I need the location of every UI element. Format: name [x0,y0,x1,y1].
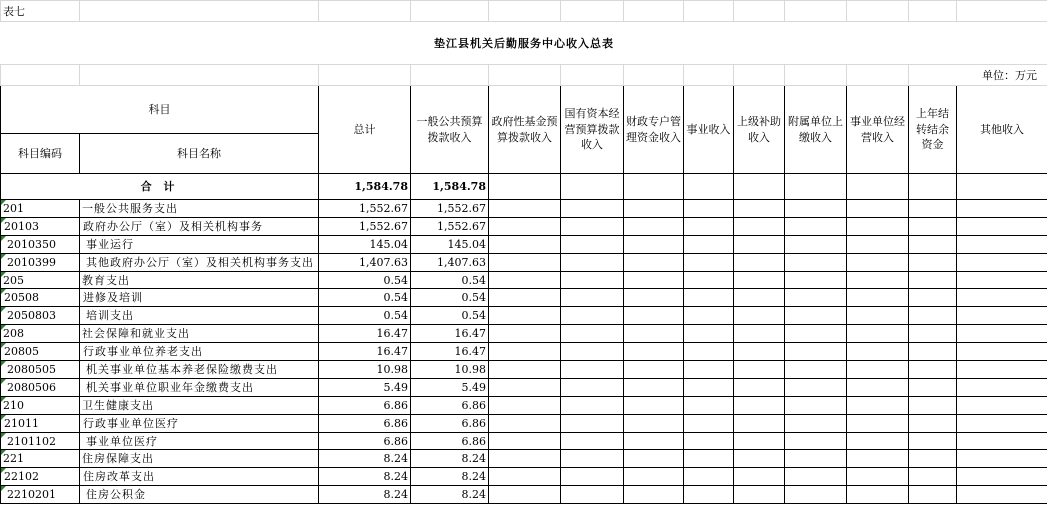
empty-cell [847,200,909,218]
empty-cell [684,414,734,432]
empty-cell [561,378,624,396]
empty-cell [957,432,1047,450]
empty-cell [847,414,909,432]
empty-cell [847,271,909,289]
table-row [1,307,1047,325]
empty-cell [785,253,847,271]
row-general: 10.98 [411,361,489,379]
empty-cell [957,253,1047,271]
empty-cell [489,271,561,289]
empty-cell [785,450,847,468]
header-general-budget: 一般公共预算拨款收入 [411,86,489,174]
empty-cell [909,432,957,450]
empty-cell [847,361,909,379]
row-name: 住房保障支出 [80,450,319,468]
row-name: 教育支出 [80,271,319,289]
row-code: 221 [1,450,80,468]
empty-cell [624,217,684,235]
empty-cell [909,271,957,289]
table-row [1,271,1047,289]
empty-cell [734,200,785,218]
empty-cell [785,468,847,486]
empty-cell [909,396,957,414]
row-general: 1,552.67 [411,217,489,235]
empty-cell [785,396,847,414]
empty-cell [561,200,624,218]
row-general: 8.24 [411,486,489,504]
row-total: 8.24 [319,468,411,486]
empty-cell [957,361,1047,379]
table-row [1,396,1047,414]
empty-cell [909,468,957,486]
empty-cell [957,307,1047,325]
row-code: 20508 [1,289,80,307]
empty-cell [734,235,785,253]
empty-cell [785,217,847,235]
table-row [1,414,1047,432]
empty-cell [734,343,785,361]
empty-cell [785,235,847,253]
empty-cell [957,271,1047,289]
empty-cell [909,253,957,271]
empty-cell [847,289,909,307]
empty-cell [624,253,684,271]
summary-label: 合 计 [1,174,319,200]
row-general: 0.54 [411,271,489,289]
empty-cell [957,343,1047,361]
empty-cell [624,271,684,289]
empty-cell [734,378,785,396]
summary-general: 1,584.78 [411,174,489,200]
empty-cell [957,378,1047,396]
empty-cell [684,378,734,396]
empty-cell [684,450,734,468]
empty-cell [489,253,561,271]
empty-cell [734,468,785,486]
sheet-label: 表七 [1,1,80,22]
row-code: 2010350 [1,235,80,253]
empty-cell [684,486,734,504]
empty-cell [847,217,909,235]
empty-cell [684,217,734,235]
empty-cell [561,235,624,253]
row-name: 行政事业单位医疗 [80,414,319,432]
row-general: 6.86 [411,432,489,450]
empty-cell [734,432,785,450]
empty-cell [785,325,847,343]
header-gov-fund: 政府性基金预算拨款收入 [489,86,561,174]
table-row [1,235,1047,253]
empty-cell [957,200,1047,218]
row-general: 145.04 [411,235,489,253]
empty-cell [957,217,1047,235]
empty-cell [561,253,624,271]
empty-cell [909,378,957,396]
empty-cell [489,343,561,361]
row-total: 8.24 [319,486,411,504]
row-code: 2010399 [1,253,80,271]
empty-cell [785,486,847,504]
row-name: 事业单位医疗 [80,432,319,450]
empty-cell [734,307,785,325]
row-code: 201 [1,200,80,218]
empty-cell [561,432,624,450]
header-business-income: 事业收入 [684,86,734,174]
empty-cell [909,217,957,235]
empty-cell [847,468,909,486]
empty-cell [909,289,957,307]
table-row [1,432,1047,450]
row-code: 2101102 [1,432,80,450]
row-total: 16.47 [319,325,411,343]
row-code: 21011 [1,414,80,432]
row-total: 6.86 [319,396,411,414]
empty-cell [847,235,909,253]
row-general: 16.47 [411,325,489,343]
empty-cell [734,217,785,235]
empty-cell [909,361,957,379]
empty-cell [785,289,847,307]
row-general: 1,407.63 [411,253,489,271]
summary-total: 1,584.78 [319,174,411,200]
empty-cell [561,396,624,414]
row-general: 0.54 [411,289,489,307]
row-code: 22102 [1,468,80,486]
empty-cell [734,325,785,343]
empty-cell [847,450,909,468]
empty-cell [561,486,624,504]
header-special-fund: 财政专户管理资金收入 [624,86,684,174]
empty-cell [489,325,561,343]
empty-cell [734,450,785,468]
empty-cell [957,396,1047,414]
empty-cell [489,432,561,450]
header-code: 科目编码 [1,134,80,174]
table-row [1,343,1047,361]
empty-cell [624,486,684,504]
empty-cell [489,396,561,414]
empty-cell [561,343,624,361]
row-general: 0.54 [411,307,489,325]
row-total: 6.86 [319,414,411,432]
table-row [1,361,1047,379]
row-total: 1,552.67 [319,200,411,218]
empty-cell [909,200,957,218]
empty-cell [489,217,561,235]
empty-cell [734,414,785,432]
row-total: 6.86 [319,432,411,450]
empty-cell [909,325,957,343]
empty-cell [489,450,561,468]
empty-cell [785,414,847,432]
row-general: 16.47 [411,343,489,361]
empty-cell [624,468,684,486]
row-name: 住房改革支出 [80,468,319,486]
empty-cell [489,307,561,325]
header-other-income: 其他收入 [957,86,1047,174]
empty-cell [561,414,624,432]
row-total: 10.98 [319,361,411,379]
empty-cell [734,253,785,271]
empty-cell [561,450,624,468]
row-code: 2050803 [1,307,80,325]
table-row [1,200,1047,218]
empty-cell [489,468,561,486]
empty-cell [624,200,684,218]
empty-cell [624,361,684,379]
header-name: 科目名称 [80,134,319,174]
row-name: 机关事业单位职业年金缴费支出 [80,378,319,396]
empty-cell [684,271,734,289]
row-code: 208 [1,325,80,343]
empty-cell [785,271,847,289]
empty-cell [734,289,785,307]
unit-label: 单位：万元 [909,65,1047,86]
empty-cell [489,200,561,218]
header-operating-income: 事业单位经营收入 [847,86,909,174]
empty-cell [957,468,1047,486]
empty-cell [624,235,684,253]
empty-cell [847,396,909,414]
empty-cell [624,450,684,468]
empty-cell [561,468,624,486]
row-code: 20805 [1,343,80,361]
empty-cell [561,325,624,343]
row-name: 社会保障和就业支出 [80,325,319,343]
empty-cell [957,450,1047,468]
empty-cell [684,325,734,343]
row-general: 6.86 [411,414,489,432]
table-row [1,468,1047,486]
empty-cell [957,235,1047,253]
row-general: 5.49 [411,378,489,396]
empty-cell [957,414,1047,432]
empty-cell [847,343,909,361]
row-total: 1,552.67 [319,217,411,235]
empty-cell [847,432,909,450]
row-name: 培训支出 [80,307,319,325]
header-affiliated-income: 附属单位上缴收入 [785,86,847,174]
empty-cell [909,235,957,253]
empty-cell [785,307,847,325]
empty-cell [684,253,734,271]
row-total: 0.54 [319,271,411,289]
empty-cell [624,414,684,432]
empty-cell [624,343,684,361]
empty-cell [561,217,624,235]
row-total: 5.49 [319,378,411,396]
row-name: 卫生健康支出 [80,396,319,414]
empty-cell [489,378,561,396]
empty-cell [909,414,957,432]
empty-cell [561,361,624,379]
row-total: 8.24 [319,450,411,468]
empty-cell [684,468,734,486]
empty-cell [684,396,734,414]
row-name: 进修及培训 [80,289,319,307]
header-subject: 科目 [1,86,319,134]
row-code: 2080505 [1,361,80,379]
empty-cell [624,289,684,307]
table-row [1,217,1047,235]
row-name: 其他政府办公厅（室）及相关机构事务支出 [80,253,319,271]
table-row [1,486,1047,504]
empty-cell [684,432,734,450]
header-carryover: 上年结转结余资金 [909,86,957,174]
empty-cell [785,361,847,379]
empty-cell [957,289,1047,307]
row-name: 行政事业单位养老支出 [80,343,319,361]
summary-row [1,174,1047,200]
empty-cell [847,325,909,343]
empty-cell [684,343,734,361]
empty-cell [785,200,847,218]
row-total: 1,407.63 [319,253,411,271]
page-title: 垫江县机关后勤服务中心收入总表 [1,22,1047,65]
row-code: 2080506 [1,378,80,396]
empty-cell [489,414,561,432]
row-total: 0.54 [319,289,411,307]
row-total: 0.54 [319,307,411,325]
empty-cell [684,307,734,325]
empty-cell [489,289,561,307]
table-row [1,378,1047,396]
empty-cell [561,271,624,289]
empty-cell [624,396,684,414]
table-row [1,253,1047,271]
empty-cell [909,486,957,504]
row-general: 8.24 [411,450,489,468]
table-row [1,325,1047,343]
row-total: 16.47 [319,343,411,361]
empty-cell [561,307,624,325]
empty-cell [684,289,734,307]
empty-cell [624,307,684,325]
row-code: 20103 [1,217,80,235]
empty-cell [489,235,561,253]
header-total: 总计 [319,86,411,174]
empty-cell [489,361,561,379]
empty-cell [624,432,684,450]
empty-cell [847,486,909,504]
row-code: 205 [1,271,80,289]
row-total: 145.04 [319,235,411,253]
empty-cell [684,361,734,379]
empty-cell [684,235,734,253]
table-row [1,289,1047,307]
empty-cell [734,361,785,379]
row-code: 210 [1,396,80,414]
empty-cell [734,486,785,504]
empty-cell [624,325,684,343]
row-name: 机关事业单位基本养老保险缴费支出 [80,361,319,379]
empty-cell [785,378,847,396]
row-general: 8.24 [411,468,489,486]
empty-cell [909,343,957,361]
row-name: 一般公共服务支出 [80,200,319,218]
empty-cell [734,396,785,414]
header-state-capital: 国有资本经营预算拨款收入 [561,86,624,174]
row-name: 住房公积金 [80,486,319,504]
row-name: 政府办公厅（室）及相关机构事务 [80,217,319,235]
empty-cell [561,289,624,307]
empty-cell [624,378,684,396]
empty-cell [847,378,909,396]
empty-cell [785,432,847,450]
empty-cell [489,486,561,504]
empty-cell [957,486,1047,504]
row-general: 1,552.67 [411,200,489,218]
empty-cell [734,271,785,289]
empty-cell [847,253,909,271]
empty-cell [684,200,734,218]
header-superior-subsidy: 上级补助收入 [734,86,785,174]
empty-cell [909,450,957,468]
row-code: 2210201 [1,486,80,504]
row-name: 事业运行 [80,235,319,253]
empty-cell [847,307,909,325]
empty-cell [957,325,1047,343]
row-general: 6.86 [411,396,489,414]
empty-cell [909,307,957,325]
table-row [1,450,1047,468]
empty-cell [785,343,847,361]
